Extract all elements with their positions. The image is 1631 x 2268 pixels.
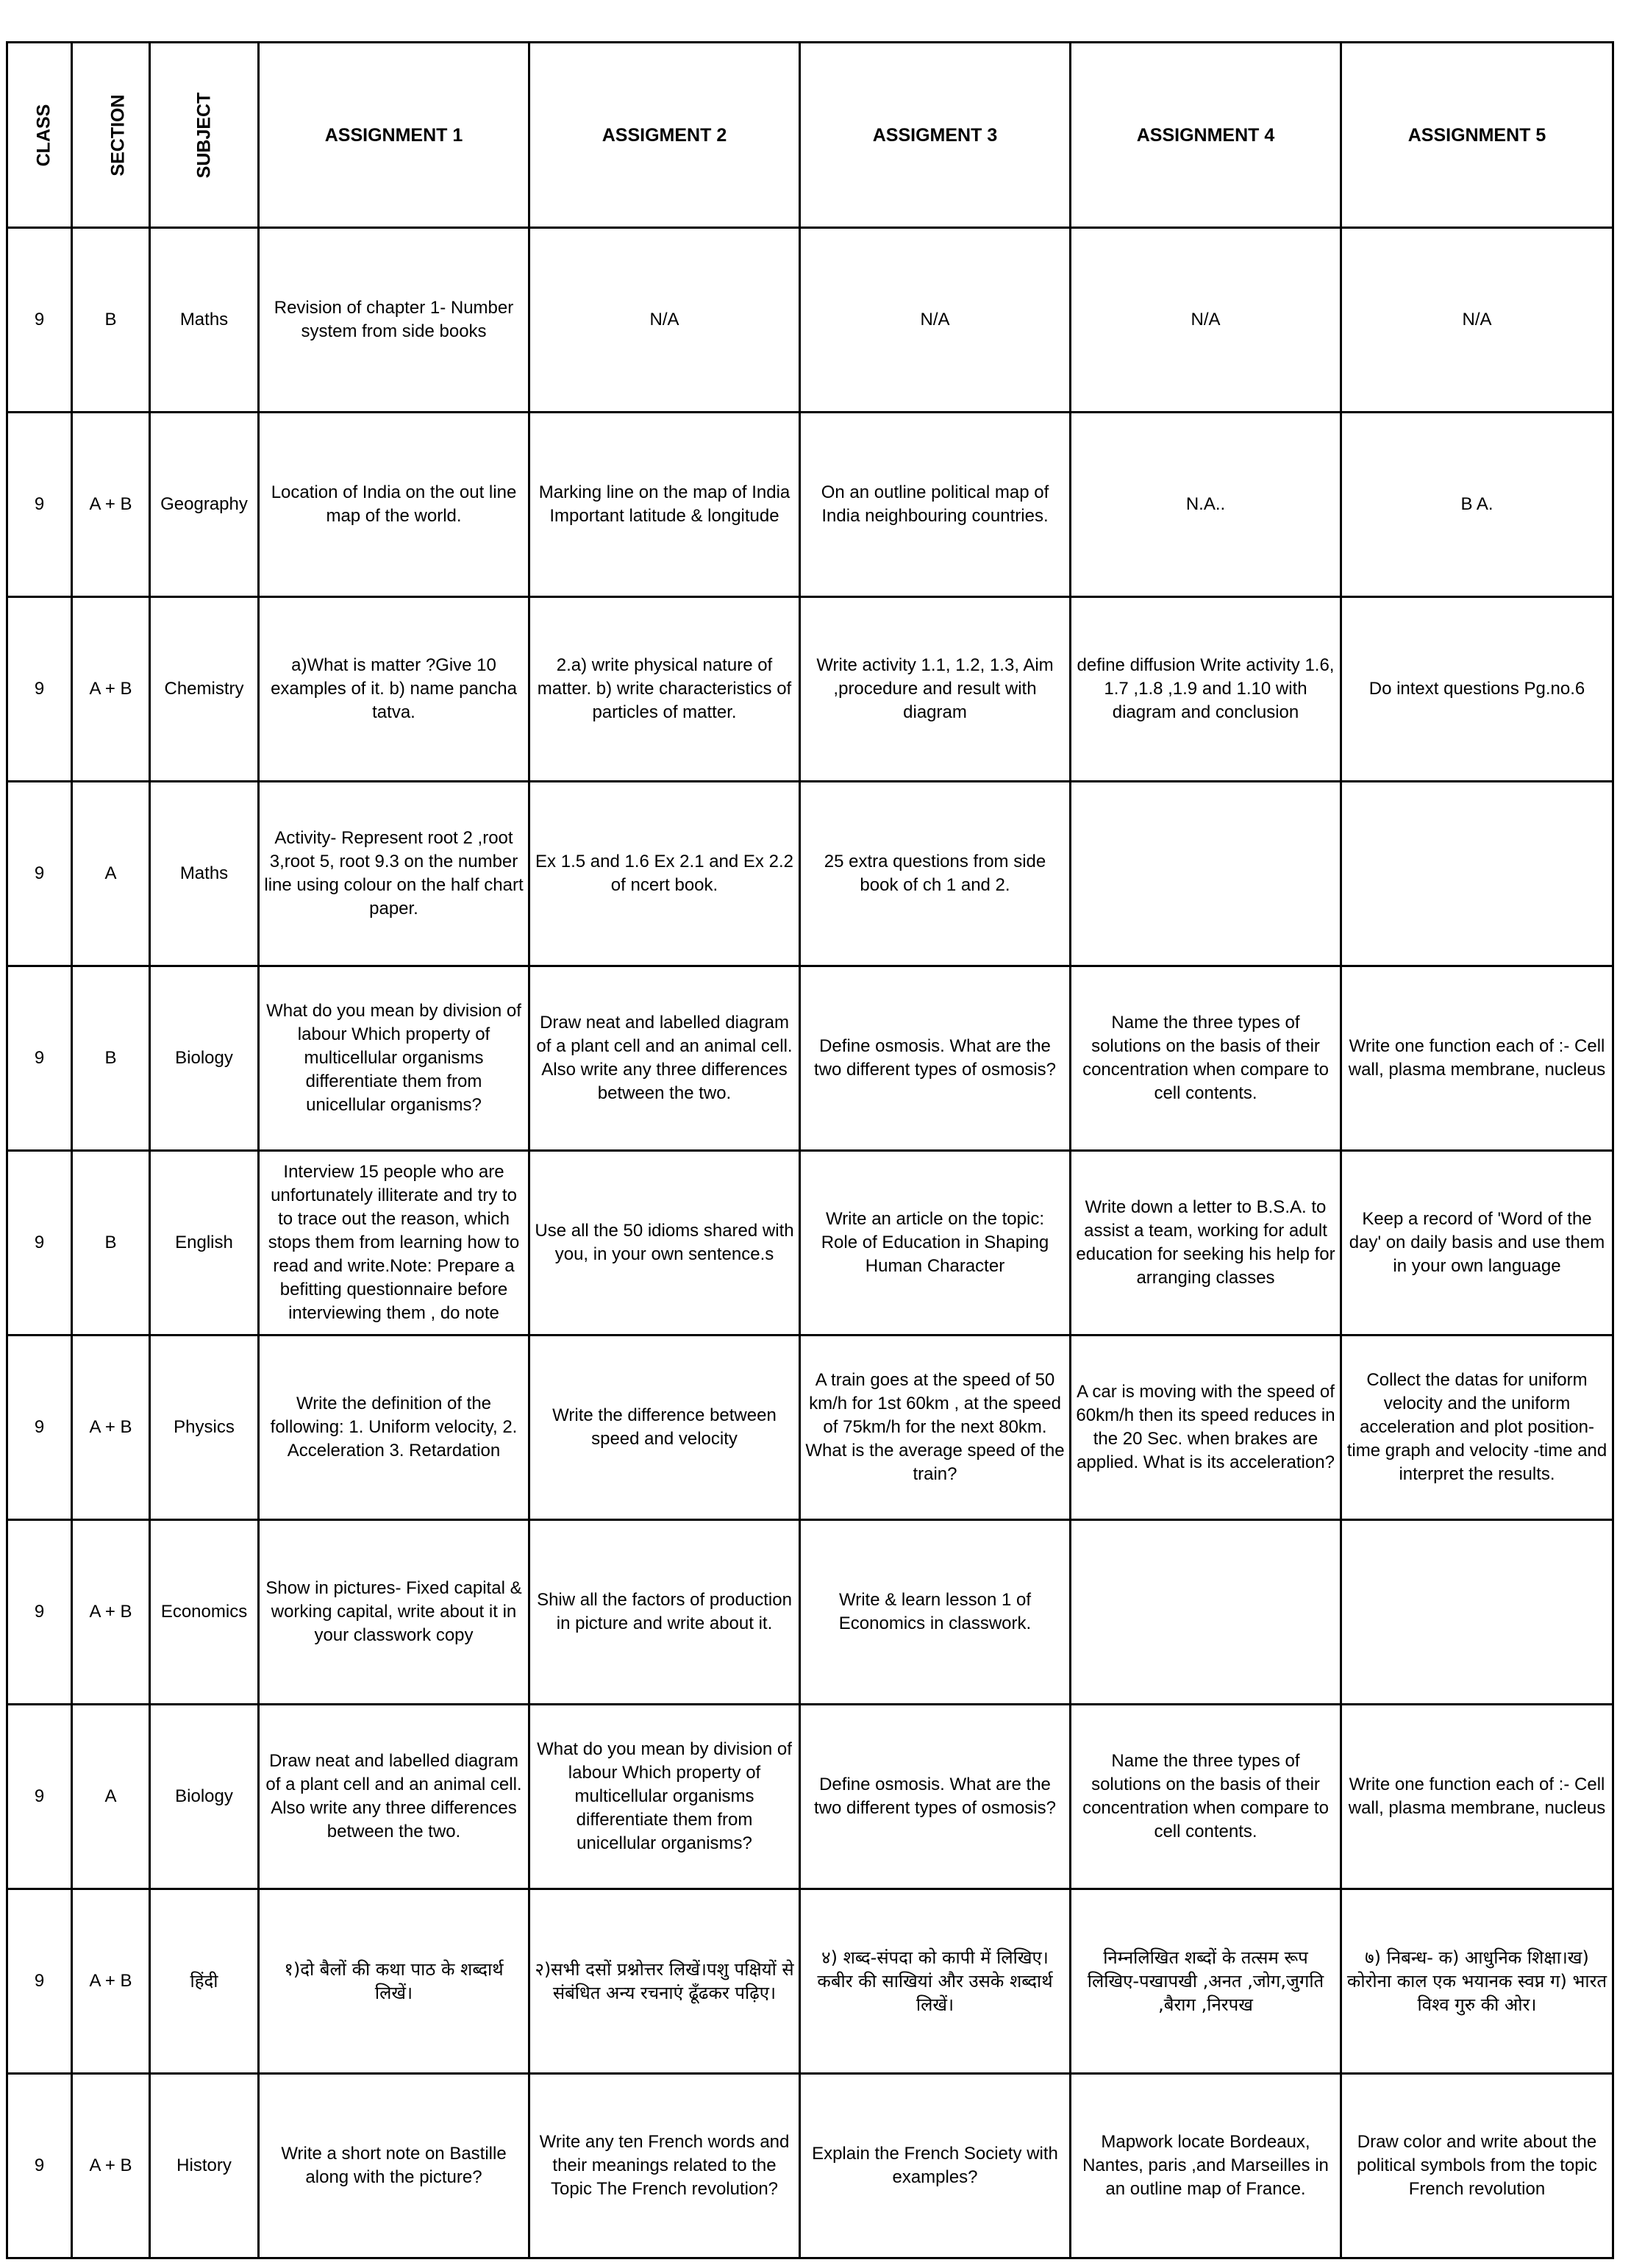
assignment-5-cell-text: Collect the datas for uniform velocity and the uniform acceleration and plot position-time graph and velocity -time and interpret the results. <box>1346 1370 1607 1484</box>
assignment-4-cell <box>1071 228 1341 413</box>
assignment-3-cell <box>800 1889 1071 2074</box>
table-row <box>7 782 1613 966</box>
table-row <box>7 966 1613 1151</box>
assignment-5-cell-text: Write one function each of :- Cell wall, plasma membrane, nucleus <box>1348 1036 1606 1080</box>
assignment-5-cell <box>1341 2074 1613 2258</box>
assignment-3-cell-text: N/A <box>920 310 950 329</box>
section-cell-text: A + B <box>89 494 132 514</box>
assignment-4-cell <box>1071 1520 1341 1705</box>
assignment-3-cell-text: ४) शब्द-संपदा को कापी में लिखिए। कबीर की साखियां और उसके शब्दार्थ लिखें। <box>817 1947 1053 2015</box>
subject-cell-text: Chemistry <box>164 679 244 699</box>
class-cell-text: 9 <box>34 2155 45 2175</box>
assignment-4-cell <box>1071 413 1341 597</box>
class-cell-text: 9 <box>34 1417 45 1437</box>
header-assignment-3: ASSIGMENT 3 <box>800 43 1071 228</box>
assignment-2-cell-text: What do you mean by division of labour Which property of multicellular organisms differentiate them from unicellular organisms? <box>537 1739 792 1853</box>
assignment-4-cell <box>1071 1336 1341 1520</box>
assignment-3-cell-text: Write activity 1.1, 1.2, 1.3, Aim ,procedure and result with diagram <box>816 655 1054 722</box>
class-cell-text: 9 <box>34 1971 45 1991</box>
assignment-4-cell-text: define diffusion Write activity 1.6, 1.7 ,1.8 ,1.9 and 1.10 with diagram and conclusion <box>1077 655 1335 722</box>
assignment-3-cell <box>800 1520 1071 1705</box>
assignment-3-cell <box>800 597 1071 782</box>
assignment-table <box>6 41 1614 2259</box>
assignment-2-cell <box>529 597 800 782</box>
assignment-2-cell-text: Write any ten French words and their meanings related to the Topic The French revolution? <box>539 2132 790 2199</box>
assignment-5-cell-text: B A. <box>1460 494 1493 514</box>
assignment-2-cell-text: Draw neat and labelled diagram of a plant cell and an animal cell. Also write any three differences between the two. <box>536 1013 793 1103</box>
header-class <box>7 43 72 228</box>
section-cell <box>72 2074 150 2258</box>
assignment-4-cell <box>1071 2074 1341 2258</box>
assignment-1-cell <box>259 1520 529 1705</box>
table-row <box>7 228 1613 413</box>
section-cell-text: A + B <box>89 1417 132 1437</box>
assignment-1-cell-text: a)What is matter ?Give 10 examples of it. b) name pancha tatva. <box>271 655 517 722</box>
assignment-5-cell-text: Keep a record of 'Word of the day' on daily basis and use them in your own language <box>1349 1209 1605 1276</box>
assignment-2-cell-text: N/A <box>649 310 679 329</box>
assignment-2-cell <box>529 1705 800 1889</box>
section-cell-text: A + B <box>89 1971 132 1991</box>
class-cell-text: 9 <box>34 1602 45 1622</box>
section-cell <box>72 1705 150 1889</box>
assignment-1-cell <box>259 1705 529 1889</box>
assignment-1-cell-text: १)दो बैलों की कथा पाठ के शब्दार्थ लिखें। <box>284 1959 504 2003</box>
table-row <box>7 1889 1613 2074</box>
assignment-2-cell-text: २)सभी दसों प्रश्नोत्तर लिखें।पशु पक्षियों से संबंधित अन्य रचनाएं ढूँढकर पढ़िए। <box>535 1959 794 2003</box>
assignment-3-cell <box>800 1151 1071 1336</box>
assignment-2-cell-text: Shiw all the factors of production in picture and write about it. <box>537 1590 792 1633</box>
assignment-1-cell-text: Location of India on the out line map of the world. <box>271 482 517 526</box>
assignment-3-cell-text: Write & learn lesson 1 of Economics in classwork. <box>838 1590 1032 1633</box>
assignment-5-cell-text: Draw color and write about the political symbols from the topic French revolution <box>1357 2132 1597 2199</box>
assignment-5-cell <box>1341 597 1613 782</box>
assignment-3-cell-text: A train goes at the speed of 50 km/h for 1st 60km , at the speed of 75km/h for the next 80km. What is the average speed of the train? <box>805 1370 1065 1484</box>
assignment-2-cell-text: Write the difference between speed and velocity <box>552 1405 777 1449</box>
class-cell-text: 9 <box>34 1048 45 1068</box>
section-cell-text: B <box>104 1233 117 1252</box>
subject-cell-text: Economics <box>160 1602 248 1622</box>
assignment-5-cell <box>1341 1705 1613 1889</box>
assignment-2-cell <box>529 1520 800 1705</box>
subject-cell-text: Maths <box>179 863 229 883</box>
subject-cell <box>150 2074 259 2258</box>
subject-cell <box>150 1889 259 2074</box>
assignment-5-cell <box>1341 1889 1613 2074</box>
assignment-1-cell-text: Interview 15 people who are unfortunately illiterate and try to to trace out the reason, which stops them from learning how to read and write.Note: Prepare a befitting questionnaire before interviewing them , do note <box>268 1162 520 1323</box>
header-section <box>72 43 150 228</box>
header-assignment-2: ASSIGMENT 2 <box>529 43 800 228</box>
table-row <box>7 1705 1613 1889</box>
section-cell-text: A + B <box>89 2155 132 2175</box>
section-cell-text: A <box>104 863 117 883</box>
class-cell <box>7 1520 72 1705</box>
assignment-4-cell <box>1071 966 1341 1151</box>
header-subject-label: SUBJECT <box>193 92 215 178</box>
header-assignment-4: ASSIGNMENT 4 <box>1071 43 1341 228</box>
assignment-3-cell <box>800 228 1071 413</box>
assignment-4-cell-text: Write down a letter to B.S.A. to assist a team, working for adult education for seeking his help for arranging classes <box>1076 1197 1335 1288</box>
class-cell <box>7 1336 72 1520</box>
assignment-4-cell-text: N.A.. <box>1185 494 1226 514</box>
section-cell <box>72 413 150 597</box>
assignment-2-cell-text: Use all the 50 idioms shared with you, in your own sentence.s <box>535 1221 794 1264</box>
assignment-1-cell-text: Write the definition of the following: 1. Uniform velocity, 2. Acceleration 3. Retardation <box>270 1394 518 1461</box>
subject-cell <box>150 228 259 413</box>
class-cell-text: 9 <box>34 1786 45 1806</box>
table-body <box>7 228 1613 2258</box>
section-cell <box>72 1520 150 1705</box>
assignment-3-cell <box>800 1336 1071 1520</box>
table-row <box>7 1151 1613 1336</box>
class-cell-text: 9 <box>34 1233 45 1252</box>
assignment-3-cell <box>800 413 1071 597</box>
assignment-4-cell-text: Name the three types of solutions on the basis of their concentration when compare to cell contents. <box>1082 1013 1329 1103</box>
assignment-4-cell <box>1071 1151 1341 1336</box>
class-cell <box>7 597 72 782</box>
table-row <box>7 413 1613 597</box>
assignment-5-cell <box>1341 782 1613 966</box>
assignment-3-cell-text: 25 extra questions from side book of ch 1 and 2. <box>824 852 1046 895</box>
subject-cell-text: हिंदी <box>190 1971 218 1991</box>
assignment-4-cell-text: Mapwork locate Bordeaux, Nantes, paris ,and Marseilles in an outline map of France. <box>1082 2132 1329 2199</box>
assignment-4-cell-text: निम्नलिखित शब्दों के तत्सम रूप लिखिए-पखापखी ,अनत ,जोग,जुगति ,बैराग ,निरपख <box>1087 1947 1324 2015</box>
subject-cell <box>150 782 259 966</box>
assignment-5-cell-text: N/A <box>1462 310 1492 329</box>
assignment-1-cell-text: Draw neat and labelled diagram of a plant cell and an animal cell. Also write any three differences between the two. <box>265 1751 522 1841</box>
assignment-2-cell <box>529 782 800 966</box>
assignment-2-cell <box>529 413 800 597</box>
section-cell-text: A <box>104 1786 117 1806</box>
class-cell <box>7 413 72 597</box>
section-cell-text: A + B <box>89 1602 132 1622</box>
assignment-4-cell-text: Name the three types of solutions on the basis of their concentration when compare to cell contents. <box>1082 1751 1329 1841</box>
subject-cell-text: Geography <box>160 494 248 514</box>
table-row <box>7 597 1613 782</box>
assignment-3-cell-text: Define osmosis. What are the two different types of osmosis? <box>813 1036 1057 1080</box>
subject-cell <box>150 966 259 1151</box>
table-row <box>7 1520 1613 1705</box>
subject-cell-text: Physics <box>174 1417 235 1437</box>
table-row <box>7 1336 1613 1520</box>
subject-cell <box>150 413 259 597</box>
assignment-4-cell-text: A car is moving with the speed of 60km/h then its speed reduces in the 20 Sec. when brakes are applied. What is its acceleration? <box>1076 1382 1335 1472</box>
assignment-1-cell <box>259 413 529 597</box>
section-cell-text: B <box>104 310 117 329</box>
assignment-2-cell <box>529 966 800 1151</box>
header-row <box>7 43 1613 228</box>
assignment-1-cell-text: What do you mean by division of labour Which property of multicellular organisms differentiate them from unicellular organisms? <box>266 1001 521 1115</box>
class-cell-text: 9 <box>34 310 45 329</box>
assignment-1-cell-text: Write a short note on Bastille along with the picture? <box>281 2144 507 2187</box>
section-cell <box>72 1889 150 2074</box>
assignment-4-cell <box>1071 597 1341 782</box>
subject-cell <box>150 1151 259 1336</box>
subject-cell <box>150 1336 259 1520</box>
assignment-5-cell <box>1341 1151 1613 1336</box>
class-cell <box>7 1151 72 1336</box>
subject-cell-text: Biology <box>175 1048 233 1068</box>
assignment-5-cell-text: Write one function each of :- Cell wall, plasma membrane, nucleus <box>1348 1775 1606 1818</box>
assignment-1-cell <box>259 597 529 782</box>
assignment-3-cell <box>800 1705 1071 1889</box>
section-cell-text: A + B <box>89 679 132 699</box>
assignment-4-cell <box>1071 1889 1341 2074</box>
class-cell-text: 9 <box>34 679 45 699</box>
class-cell <box>7 782 72 966</box>
assignment-2-cell <box>529 1889 800 2074</box>
assignment-3-cell <box>800 966 1071 1151</box>
section-cell <box>72 782 150 966</box>
class-cell <box>7 1889 72 2074</box>
assignment-4-cell <box>1071 782 1341 966</box>
assignment-5-cell-text: Do intext questions Pg.no.6 <box>1368 679 1585 699</box>
assignment-1-cell <box>259 966 529 1151</box>
subject-cell-text: Maths <box>179 310 229 329</box>
section-cell <box>72 1151 150 1336</box>
assignment-1-cell <box>259 228 529 413</box>
class-cell <box>7 1705 72 1889</box>
section-cell <box>72 228 150 413</box>
assignment-3-cell <box>800 2074 1071 2258</box>
subject-cell-text: History <box>176 2155 232 2175</box>
assignment-2-cell-text: Ex 1.5 and 1.6 Ex 2.1 and Ex 2.2 of ncert book. <box>535 852 793 895</box>
assignment-2-cell-text: 2.a) write physical nature of matter. b) write characteristics of particles of matter. <box>537 655 792 722</box>
assignment-4-cell-text: N/A <box>1191 310 1221 329</box>
header-section-label: SECTION <box>107 93 129 176</box>
subject-cell <box>150 1520 259 1705</box>
assignment-1-cell <box>259 1889 529 2074</box>
assignment-1-cell <box>259 1151 529 1336</box>
section-cell-text: B <box>104 1048 117 1068</box>
assignment-2-cell <box>529 228 800 413</box>
assignment-5-cell <box>1341 1520 1613 1705</box>
assignment-2-cell <box>529 1336 800 1520</box>
assignment-1-cell-text: Show in pictures- Fixed capital & working capital, write about it in your classwork copy <box>265 1578 522 1645</box>
header-subject <box>150 43 259 228</box>
assignment-1-cell <box>259 782 529 966</box>
assignment-1-cell <box>259 2074 529 2258</box>
section-cell <box>72 597 150 782</box>
assignment-4-cell <box>1071 1705 1341 1889</box>
assignment-2-cell <box>529 1151 800 1336</box>
assignment-5-cell-text: ७) निबन्ध- क) आधुनिक शिक्षा।ख) कोरोना काल एक भयानक स्वप्न ग) भारत विश्व गुरु की ओर। <box>1346 1947 1607 2015</box>
assignment-5-cell <box>1341 1336 1613 1520</box>
header-assignment-1: ASSIGNMENT 1 <box>259 43 529 228</box>
subject-cell <box>150 1705 259 1889</box>
subject-cell <box>150 597 259 782</box>
assignment-1-cell-text: Revision of chapter 1- Number system from side books <box>274 298 514 341</box>
class-cell <box>7 2074 72 2258</box>
assignment-3-cell <box>800 782 1071 966</box>
section-cell <box>72 966 150 1151</box>
assignment-3-cell-text: Explain the French Society with examples? <box>812 2144 1058 2187</box>
subject-cell-text: English <box>175 1233 233 1252</box>
class-cell <box>7 228 72 413</box>
subject-cell-text: Biology <box>175 1786 233 1806</box>
assignment-5-cell <box>1341 228 1613 413</box>
section-cell <box>72 1336 150 1520</box>
assignment-5-cell <box>1341 966 1613 1151</box>
assignment-3-cell-text: Write an article on the topic: Role of Education in Shaping Human Character <box>821 1209 1049 1276</box>
assignment-5-cell <box>1341 413 1613 597</box>
assignment-1-cell-text: Activity- Represent root 2 ,root 3,root 5, root 9.3 on the number line using colour on the half chart paper. <box>264 828 524 919</box>
assignment-3-cell-text: Define osmosis. What are the two different types of osmosis? <box>813 1775 1057 1818</box>
class-cell-text: 9 <box>34 494 45 514</box>
assignment-1-cell <box>259 1336 529 1520</box>
table-row <box>7 2074 1613 2258</box>
assignment-2-cell-text: Marking line on the map of India Important latitude & longitude <box>538 482 790 526</box>
class-cell-text: 9 <box>34 863 45 883</box>
assignment-3-cell-text: On an outline political map of India neighbouring countries. <box>821 482 1049 526</box>
class-cell <box>7 966 72 1151</box>
header-assignment-5: ASSIGNMENT 5 <box>1341 43 1613 228</box>
header-class-label: CLASS <box>33 104 54 166</box>
assignment-2-cell <box>529 2074 800 2258</box>
